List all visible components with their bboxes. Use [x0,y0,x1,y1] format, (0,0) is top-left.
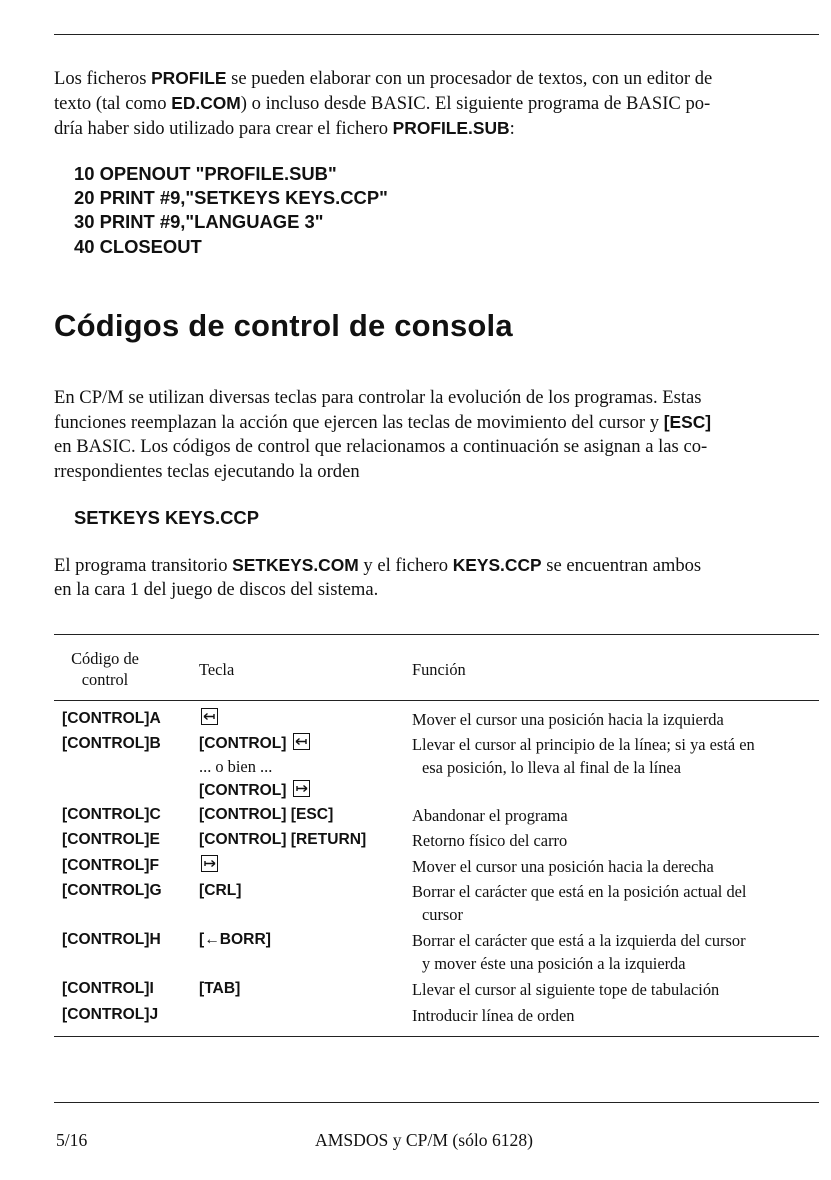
left-arrow-key-icon [293,733,310,750]
row-function: Llevar el cursor al principio de la línea; si ya está en esa posición, lo lleva al final de la línea [412,735,755,778]
row-function: Retorno físico del carro [412,831,568,850]
row-key: [CRL] [199,882,242,899]
left-arrow-key-icon [201,708,218,725]
row-code: [CONTROL]I [62,980,154,997]
section-line-2: funciones reemplazan la acción que ejercen las teclas de movimiento del cursor y [ESC] [54,412,712,434]
keysccp-term: KEYS.CCP [452,555,542,575]
program-line: 30 PRINT #9,"LANGUAGE 3" [74,211,324,233]
files-line-2: en la cara 1 del juego de discos del sistema. [54,579,379,601]
row-function: Llevar el cursor al siguiente tope de tabulación [412,980,720,999]
basic-program-listing [74,162,388,259]
row-key: [TAB] [199,980,241,997]
table-header-rule [54,700,819,701]
table-header [54,647,820,697]
files-line-1: El programa transitorio SETKEYS.COM y el fichero KEYS.CCP se encuentran ambos [54,555,702,576]
section-line-4: rrespondientes teclas ejecutando la orden [54,460,360,482]
row-code: [CONTROL]J [62,1006,159,1023]
row-key: [CONTROL] [RETURN] [199,831,367,848]
intro-line-3: dría haber sido utilizado para crear el fichero PROFILE.SUB: [54,118,515,140]
row-key: [CONTROL] [ESC] [199,806,334,823]
section-line-3: en BASIC. Los códigos de control que relacionamos a continuación se asignan a las co- [54,436,708,458]
header-key: Tecla [199,660,235,679]
row-code: [CONTROL]B [62,735,161,752]
section-paragraph [54,386,820,484]
row-function: Borrar el carácter que está a la izquierda del cursor y mover éste una posición a la izquierda [412,931,746,974]
program-line: 10 OPENOUT "PROFILE.SUB" [74,163,337,184]
right-arrow-key-icon [201,855,218,872]
row-code: [CONTROL]G [62,882,162,899]
intro-paragraph [54,66,820,142]
section-line-1: En CP/M se utilizan diversas teclas para controlar la evolución de los programas. Estas [54,387,702,408]
page-number: 5/16 [56,1130,88,1150]
esc-term: [ESC] [663,412,712,433]
row-key [199,854,218,877]
intro-line-1: Los ficheros PROFILE se pueden elaborar con un procesador de textos, con un editor de [54,68,713,89]
program-line: 20 PRINT #9,"SETKEYS KEYS.CCP" [74,187,388,209]
table-bottom-rule [54,1036,819,1037]
footer-rule [54,1102,819,1103]
header-function: Función [412,660,466,679]
row-key: [CONTROL] ... o bien ... [CONTROL] [199,732,310,802]
row-function: Introducir línea de orden [412,1006,575,1025]
row-function: Abandonar el programa [412,806,568,825]
top-rule [54,34,819,35]
program-line: 40 CLOSEOUT [74,235,202,257]
intro-line-2: texto (tal como ED.COM) o incluso desde BASIC. El siguiente programa de BASIC po- [54,93,711,115]
row-code: [CONTROL]A [62,710,161,727]
row-code: [CONTROL]F [62,857,160,874]
row-code: [CONTROL]H [62,931,161,948]
row-code: [CONTROL]E [62,831,160,848]
table-top-rule [54,634,819,635]
edcom-term: ED.COM [171,93,241,114]
row-key: [←BORR] [199,931,271,948]
row-function: Mover el cursor una posición hacia la derecha [412,857,714,876]
section-title: Códigos de control de consola [54,308,513,343]
header-code: Código de control [71,649,139,689]
row-function: Mover el cursor una posición hacia la izquierda [412,710,724,729]
profile-term: PROFILE [151,68,227,88]
row-function: Borrar el carácter que está en la posición actual del cursor [412,882,747,925]
row-code: [CONTROL]C [62,806,161,823]
profilesub-term: PROFILE.SUB [392,118,510,139]
right-arrow-key-icon [293,780,310,797]
footer-title: AMSDOS y CP/M (sólo 6128) [315,1130,534,1150]
row-key [199,707,218,730]
setkeys-command: SETKEYS KEYS.CCP [74,507,259,528]
files-paragraph [54,553,820,602]
setkeyscom-term: SETKEYS.COM [232,555,359,575]
